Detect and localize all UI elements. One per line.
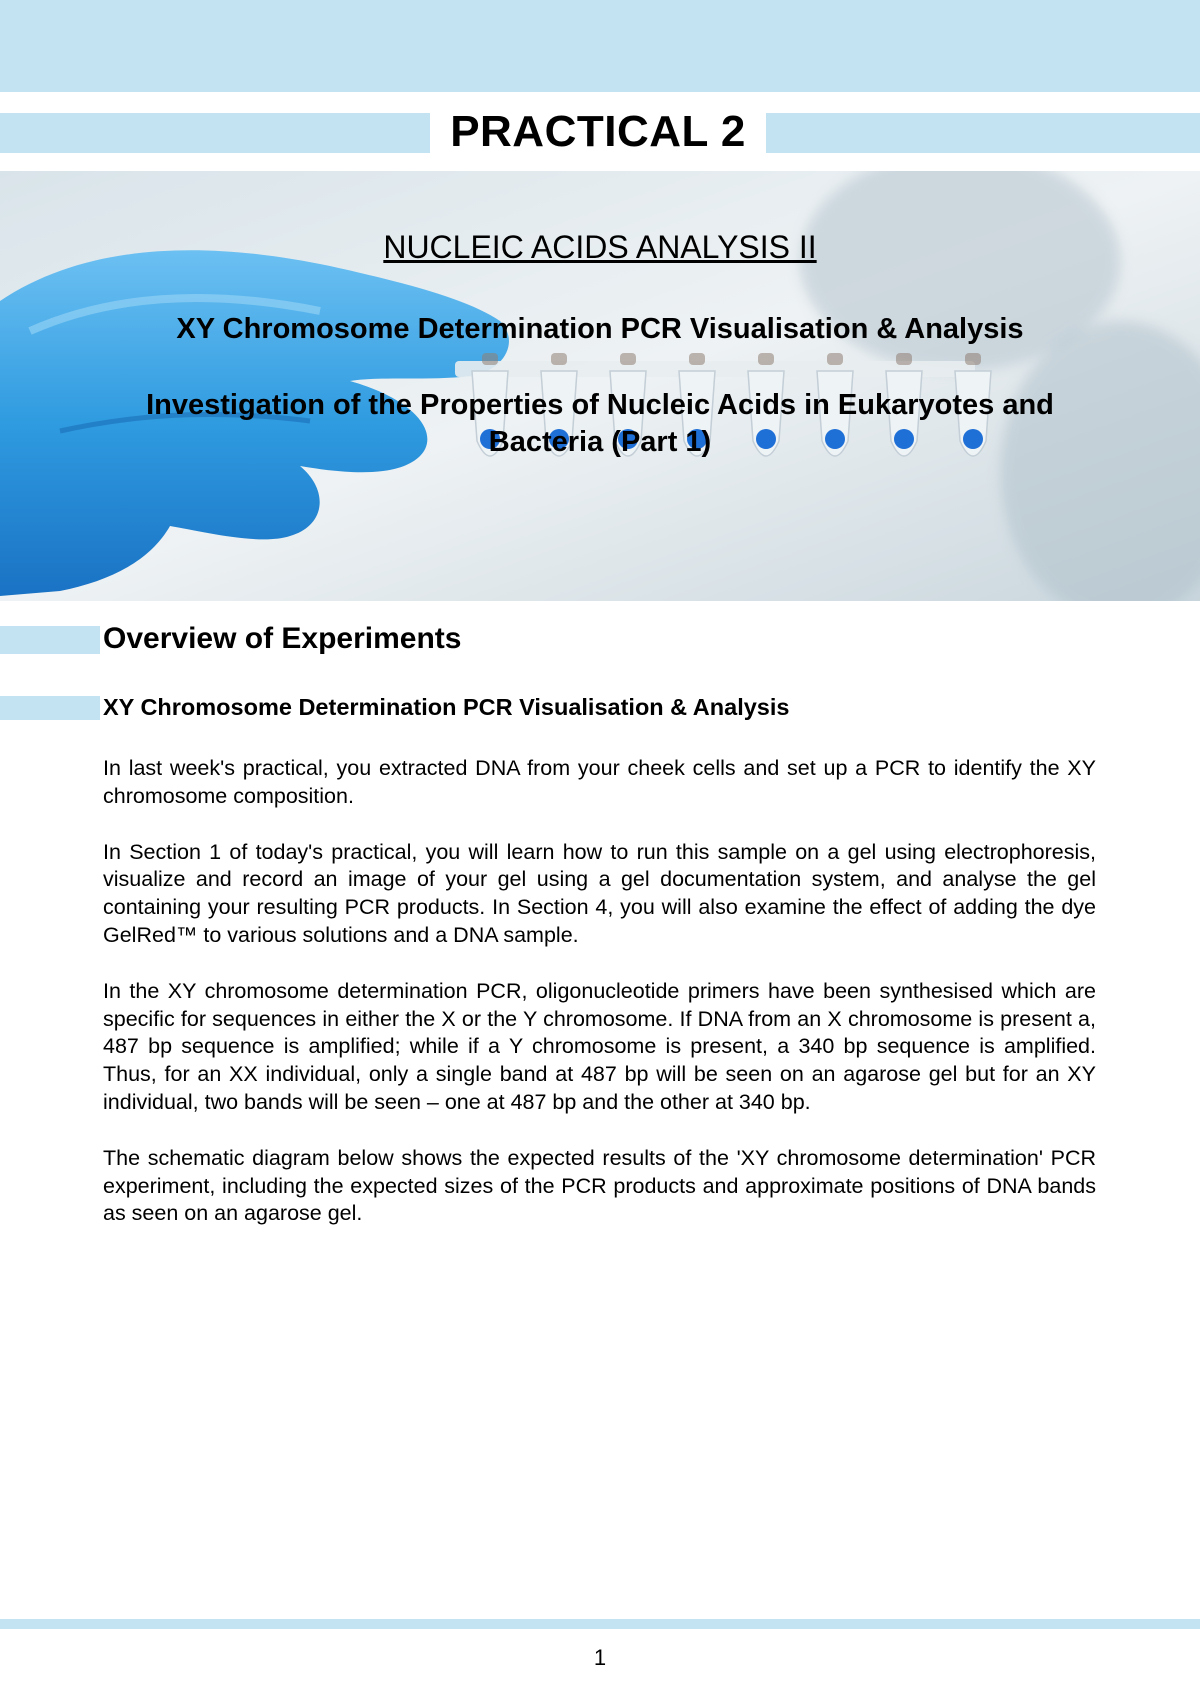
hero-subtitle: XY Chromosome Determination PCR Visualisation & Analysis: [176, 313, 1024, 345]
pcr-tube-cap: [482, 353, 498, 365]
hero-heading: NUCLEIC ACIDS ANALYSIS II: [383, 229, 817, 265]
pcr-tube-cap: [689, 353, 705, 365]
top-decor-band: [0, 0, 1200, 92]
pcr-tube-cap: [620, 353, 636, 365]
paragraph: The schematic diagram below shows the expected results of the 'XY chromosome determination' PCR experiment, including the expected sizes of the PCR products and approximate positions of DNA bands as seen on an agarose gel.: [103, 1145, 1096, 1226]
pcr-tube-cap: [827, 353, 843, 365]
page-title: PRACTICAL 2: [430, 104, 766, 160]
pcr-tube-cap: [896, 353, 912, 365]
hero-banner: [0, 171, 1200, 601]
pcr-tube-cap: [551, 353, 567, 365]
paragraph: In the XY chromosome determination PCR, oligonucleotide primers have been synthesised which are specific for sequences in either the X or the Y chromosome. If DNA from an X chromosome is present a, 487 bp sequence is amplified; while if a Y chromosome is present, a 340 bp sequence is amplified. Thus, for an XX individual, only a single band at 487 bp will be seen on an agarose gel but for an XY individual, two bands will be seen – one at 487 bp and the other at 340 bp.: [103, 978, 1096, 1114]
paragraph: In Section 1 of today's practical, you will learn how to run this sample on a gel using electrophoresis, visualize and record an image of your gel using a gel documentation system, and analyse the gel containing your resulting PCR products. In Section 4, you will also examine the effect of adding the dye GelRed™ to various solutions and a DNA sample.: [103, 839, 1096, 947]
pcr-tube-cap: [758, 353, 774, 365]
section-marker-bar: [0, 626, 100, 654]
section-heading: Overview of Experiments: [103, 622, 462, 655]
footer-decor-band: [0, 1619, 1200, 1629]
hero-subtitle-2: Investigation of the Properties of Nucleic Acids in Eukaryotes and Bacteria (Part 1): [146, 389, 1054, 458]
pcr-tube-cap: [965, 353, 981, 365]
paragraph: In last week's practical, you extracted DNA from your cheek cells and set up a PCR to identify the XY chromosome composition.: [103, 756, 1096, 808]
page-number: 1: [593, 1645, 607, 1670]
subsection-marker-bar: [0, 696, 100, 720]
overview-body: [103, 755, 1096, 1256]
subsection-heading: XY Chromosome Determination PCR Visualisation & Analysis: [103, 694, 790, 720]
